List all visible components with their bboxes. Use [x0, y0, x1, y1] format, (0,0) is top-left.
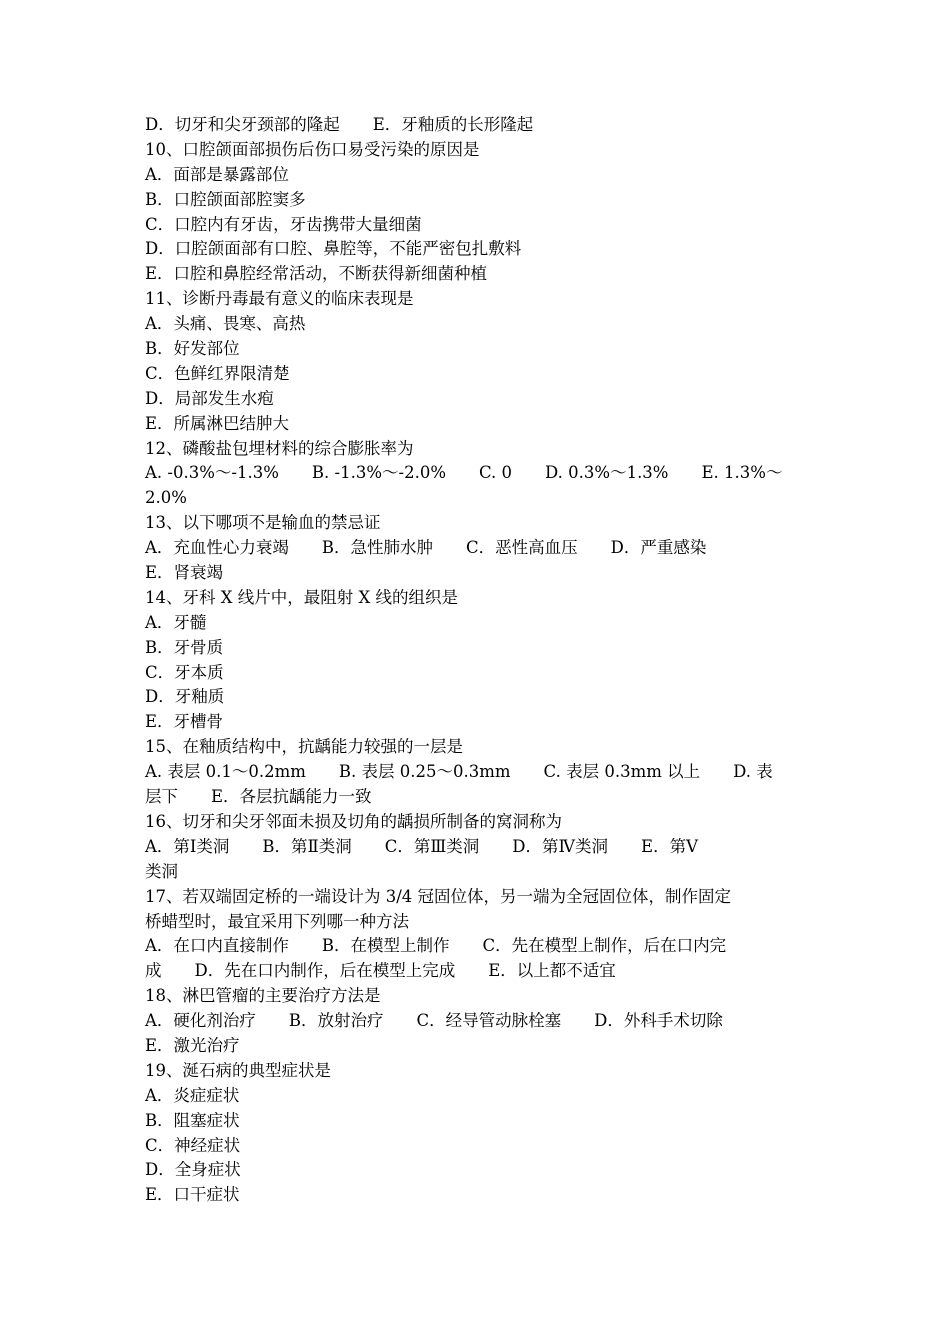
question-title: 14、牙科 X 线片中，最阻射 X 线的组织是 [145, 587, 458, 607]
text-line: D．口腔颌面部有口腔、鼻腔等，不能严密包扎敷料 [145, 239, 522, 259]
question-title: 19、涎石病的典型症状是 [145, 1060, 331, 1080]
text-line: A．面部是暴露部位 [145, 164, 289, 184]
text-line: C．神经症状 [145, 1135, 241, 1155]
text-line: B．口腔颌面部腔窦多 [145, 189, 306, 209]
question-title: 10、口腔颌面部损伤后伤口易受污染的原因是 [145, 139, 480, 159]
text-line: E．口干症状 [145, 1185, 240, 1205]
text-line: C．牙本质 [145, 662, 224, 682]
question-title: 桥蜡型时，最宜采用下列哪一种方法 [145, 911, 409, 931]
question-title: 16、切牙和尖牙邻面未损及切角的龋损所制备的窝洞称为 [145, 811, 562, 831]
text-line: A．在口内直接制作 B．在模型上制作 C．先在模型上制作，后在口内完 [145, 936, 727, 956]
text-line: B．好发部位 [145, 339, 240, 359]
text-line: E．所属淋巴结肿大 [145, 413, 290, 433]
text-line: A．炎症症状 [145, 1085, 240, 1105]
text-line: A. -0.3%～-1.3% B. -1.3%～-2.0% C. 0 D. 0.3%～1.3% E. 1.3%～ [145, 463, 783, 483]
text-line: C．口腔内有牙齿，牙齿携带大量细菌 [145, 214, 422, 234]
question-title: 12、磷酸盐包埋材料的综合膨胀率为 [145, 438, 414, 458]
text-line: A．硬化剂治疗 B．放射治疗 C．经导管动脉栓塞 D．外科手术切除 [145, 1011, 723, 1031]
text-line: E．口腔和鼻腔经常活动，不断获得新细菌种植 [145, 264, 488, 284]
text-line: D．局部发生水疱 [145, 388, 274, 408]
text-line: D．切牙和尖牙颈部的隆起 E．牙釉质的长形隆起 [145, 115, 534, 134]
question-title: 17、若双端固定桥的一端设计为 3/4 冠固位体，另一端为全冠固位体，制作固定 [145, 886, 732, 906]
text-line: D．全身症状 [145, 1160, 241, 1180]
question-title: 13、以下哪项不是输血的禁忌证 [145, 513, 381, 533]
text-line: B．阻塞症状 [145, 1110, 240, 1130]
text-line: E．牙槽骨 [145, 712, 224, 732]
text-line: A．牙髓 [145, 612, 207, 632]
text-line: B．牙骨质 [145, 637, 224, 657]
text-line: E．激光治疗 [145, 1035, 240, 1055]
text-line: 类洞 [145, 861, 178, 881]
text-line: A．头痛、畏寒、高热 [145, 314, 306, 334]
text-line: A．充血性心力衰竭 B．急性肺水肿 C．恶性高血压 D．严重感染 [145, 538, 707, 558]
text-line: 成 D．先在口内制作，后在模型上完成 E．以上都不适宜 [145, 961, 616, 981]
text-line: A．第Ⅰ类洞 B．第Ⅱ类洞 C．第Ⅲ类洞 D．第Ⅳ类洞 E．第Ⅴ [145, 836, 698, 856]
document-page [145, 113, 810, 1208]
text-line: 2.0% [145, 488, 187, 508]
text-line: C．色鲜红界限清楚 [145, 363, 290, 383]
text-line: D．牙釉质 [145, 687, 225, 707]
text-line: A. 表层 0.1～0.2mm B. 表层 0.25～0.3mm C. 表层 0.3mm 以上 D. 表 [145, 762, 773, 782]
question-title: 18、淋巴管瘤的主要治疗方法是 [145, 986, 381, 1006]
text-line: E．肾衰竭 [145, 563, 224, 583]
question-title: 15、在釉质结构中，抗龋能力较强的一层是 [145, 737, 463, 757]
text-line: 层下 E．各层抗龋能力一致 [145, 787, 372, 807]
question-title: 11、诊断丹毒最有意义的临床表现是 [145, 289, 414, 309]
